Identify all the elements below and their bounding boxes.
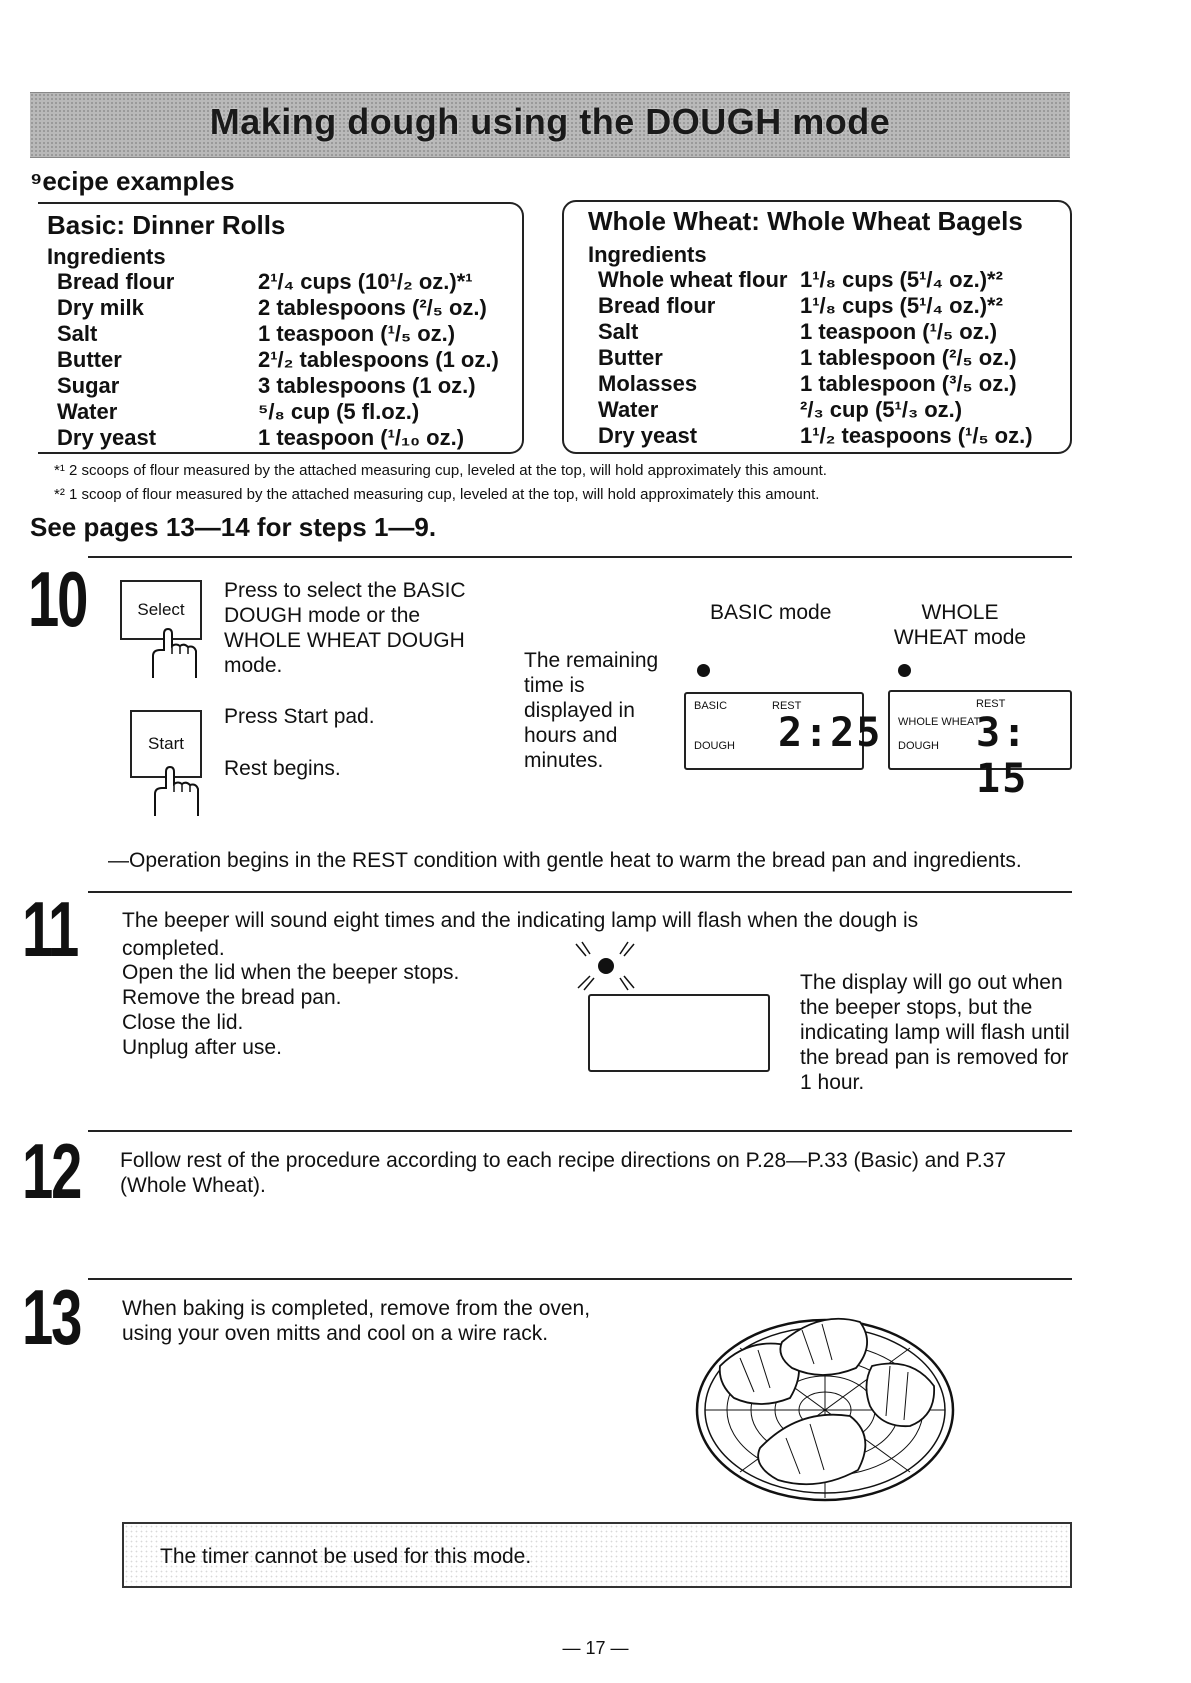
recipe-box-whole-wheat-bagels bbox=[562, 200, 1072, 454]
display-goes-out-text: The display will go out when the beeper stops, but the indicating lamp will flash until the bread pan is removed for 1 hour. bbox=[800, 971, 1070, 1094]
recipe-box-dinner-rolls bbox=[38, 202, 524, 454]
ingredient-name: Water bbox=[57, 399, 118, 424]
select-pad-illustration bbox=[120, 580, 204, 680]
lcd-rest-label: REST bbox=[772, 700, 802, 712]
blank-display bbox=[588, 994, 770, 1072]
recipe-examples-heading: ⁹ecipe examples bbox=[30, 166, 235, 196]
ingredient-row bbox=[598, 267, 1033, 293]
recipe-title: Basic: Dinner Rolls bbox=[47, 210, 286, 240]
ingredient-name: Butter bbox=[57, 347, 122, 372]
lcd-mode-label: WHOLE WHEAT bbox=[898, 716, 981, 728]
page-title: Making dough using the DOUGH mode bbox=[209, 101, 891, 142]
basic-lcd-display bbox=[684, 692, 883, 770]
step-number: 10 bbox=[28, 555, 87, 643]
ingredient-name: Water bbox=[598, 397, 659, 422]
ingredient-amount: 2 tablespoons (²/₅ oz.) bbox=[258, 295, 487, 320]
ingredient-row bbox=[598, 345, 1033, 371]
ingredient-name: Salt bbox=[598, 319, 639, 344]
ingredient-row bbox=[57, 347, 499, 373]
footnote-1: *¹ 2 scoops of flour measured by the attached measuring cup, leveled at the top, will hold approximately this amount. bbox=[54, 462, 827, 479]
lcd-time: 2:25 bbox=[778, 710, 883, 756]
step13-text: When baking is completed, remove from the oven, using your oven mitts and cool on a wire rack. bbox=[122, 1297, 591, 1345]
start-instruction: Press Start pad. bbox=[224, 705, 375, 728]
ingredients-table bbox=[598, 267, 1033, 449]
step11-line: Remove the bread pan. bbox=[122, 986, 342, 1009]
step11-line: Open the lid when the beeper stops. bbox=[122, 961, 460, 984]
ingredient-name: Whole wheat flour bbox=[598, 267, 788, 292]
ingredient-row bbox=[598, 423, 1033, 449]
ingredient-row bbox=[57, 269, 499, 295]
ingredient-amount: 1 tablespoon (³/₅ oz.) bbox=[800, 371, 1017, 396]
ingredient-name: Salt bbox=[57, 321, 98, 346]
page-number: — 17 — bbox=[562, 1638, 629, 1658]
lcd-dough-label: DOUGH bbox=[898, 740, 939, 752]
rest-begins-text: Rest begins. bbox=[224, 757, 341, 780]
whole-wheat-mode-label: WHOLE WHEAT mode bbox=[893, 601, 1027, 649]
divider bbox=[88, 1278, 1072, 1280]
ingredient-name: Dry yeast bbox=[598, 423, 698, 448]
step11-line: Close the lid. bbox=[122, 1011, 244, 1034]
ingredient-amount: 1¹/₈ cups (5¹/₄ oz.)*² bbox=[800, 293, 1003, 318]
step-number: 12 bbox=[22, 1127, 81, 1215]
ingredient-name: Sugar bbox=[57, 373, 120, 398]
bread-rolls-on-rack-illustration bbox=[690, 1298, 960, 1504]
ingredient-amount: 1 teaspoon (¹/₁₀ oz.) bbox=[258, 425, 465, 450]
ingredient-name: Bread flour bbox=[598, 293, 716, 318]
ingredient-row bbox=[57, 321, 499, 347]
ingredients-label: Ingredients bbox=[588, 242, 707, 267]
ingredient-name: Dry yeast bbox=[57, 425, 157, 450]
lcd-dough-label: DOUGH bbox=[694, 740, 735, 752]
ingredient-amount: ⁵/₈ cup (5 fl.oz.) bbox=[258, 399, 420, 424]
steps-reference: Ѕee pages 13—14 for steps 1—9. bbox=[30, 512, 437, 542]
step-number: 11 bbox=[22, 885, 78, 973]
start-key[interactable]: Start bbox=[130, 710, 202, 778]
timer-note-box bbox=[122, 1522, 1072, 1588]
ingredient-row bbox=[57, 399, 499, 425]
divider bbox=[88, 556, 1072, 558]
select-instruction: Press to select the BASIC DOUGH mode or the WHOLE WHEAT DOUGH mode. bbox=[224, 579, 466, 677]
ingredient-amount: 3 tablespoons (1 oz.) bbox=[258, 373, 476, 398]
lcd-time: 3: 15 bbox=[976, 710, 1029, 802]
ingredient-name: Dry milk bbox=[57, 295, 144, 320]
timer-note: The timer cannot be used for this mode. bbox=[160, 1545, 532, 1568]
start-pad-illustration bbox=[130, 710, 214, 820]
ingredient-row bbox=[598, 319, 1033, 345]
ingredient-row bbox=[598, 293, 1033, 319]
ingredient-name: Molasses bbox=[598, 371, 698, 396]
step-number: 13 bbox=[22, 1273, 81, 1361]
ingredient-amount: 2¹/₂ tablespoons (1 oz.) bbox=[258, 347, 499, 372]
ingredients-table bbox=[57, 269, 499, 451]
ingredient-name: Butter bbox=[598, 345, 663, 370]
title-banner bbox=[30, 92, 1070, 158]
finger-press-icon bbox=[150, 628, 200, 680]
divider bbox=[88, 891, 1072, 893]
indicator-lamp-icon bbox=[898, 664, 911, 677]
divider bbox=[88, 1130, 1072, 1132]
ingredient-row bbox=[598, 397, 1033, 423]
footnote-2: *² 1 scoop of flour measured by the attached measuring cup, leveled at the top, will hold approximately this amount. bbox=[54, 486, 820, 503]
step11-line: completed. bbox=[122, 937, 225, 960]
step11-line: Unplug after use. bbox=[122, 1036, 282, 1059]
remaining-time-text: The remaining time is displayed in hours and minutes. bbox=[524, 649, 659, 772]
beeper-text: The beeper will sound eight times and the indicating lamp will flash when the dough is bbox=[122, 909, 919, 932]
lcd-mode-label: BASIC bbox=[694, 700, 728, 712]
ingredients-label: Ingredients bbox=[47, 244, 166, 269]
ingredient-row bbox=[598, 371, 1033, 397]
ingredient-amount: 1¹/₂ teaspoons (¹/₅ oz.) bbox=[800, 423, 1033, 448]
step12-text: Follow rest of the procedure according to each recipe directions on P.28—P.33 (Basic) and P.37 (Whole Wheat). bbox=[120, 1149, 1007, 1197]
select-key[interactable]: Select bbox=[120, 580, 202, 640]
operation-note: —Operation begins in the REST condition with gentle heat to warm the bread pan and ingredients. bbox=[108, 849, 1022, 872]
lcd-rest-label: REST bbox=[976, 698, 1006, 710]
ingredient-amount: ²/₃ cup (5¹/₃ oz.) bbox=[800, 397, 963, 422]
ingredient-amount: 1 tablespoon (²/₅ oz.) bbox=[800, 345, 1017, 370]
recipe-title: Whole Wheat: Whole Wheat Bagels bbox=[588, 206, 1023, 236]
flashing-lamp-icon bbox=[568, 936, 648, 996]
ingredient-name: Bread flour bbox=[57, 269, 175, 294]
whole-wheat-lcd-display bbox=[888, 690, 1072, 802]
indicator-lamp-icon bbox=[697, 664, 710, 677]
ingredient-amount: 1 teaspoon (¹/₅ oz.) bbox=[800, 319, 998, 344]
finger-press-icon bbox=[152, 766, 202, 818]
ingredient-row bbox=[57, 425, 499, 451]
ingredient-row bbox=[57, 295, 499, 321]
ingredient-amount: 1 teaspoon (¹/₅ oz.) bbox=[258, 321, 456, 346]
basic-mode-label: BASIC mode bbox=[710, 601, 832, 624]
ingredient-amount: 1¹/₈ cups (5¹/₄ oz.)*² bbox=[800, 267, 1003, 292]
ingredient-row bbox=[57, 373, 499, 399]
ingredient-amount: 2¹/₄ cups (10¹/₂ oz.)*¹ bbox=[258, 269, 473, 294]
